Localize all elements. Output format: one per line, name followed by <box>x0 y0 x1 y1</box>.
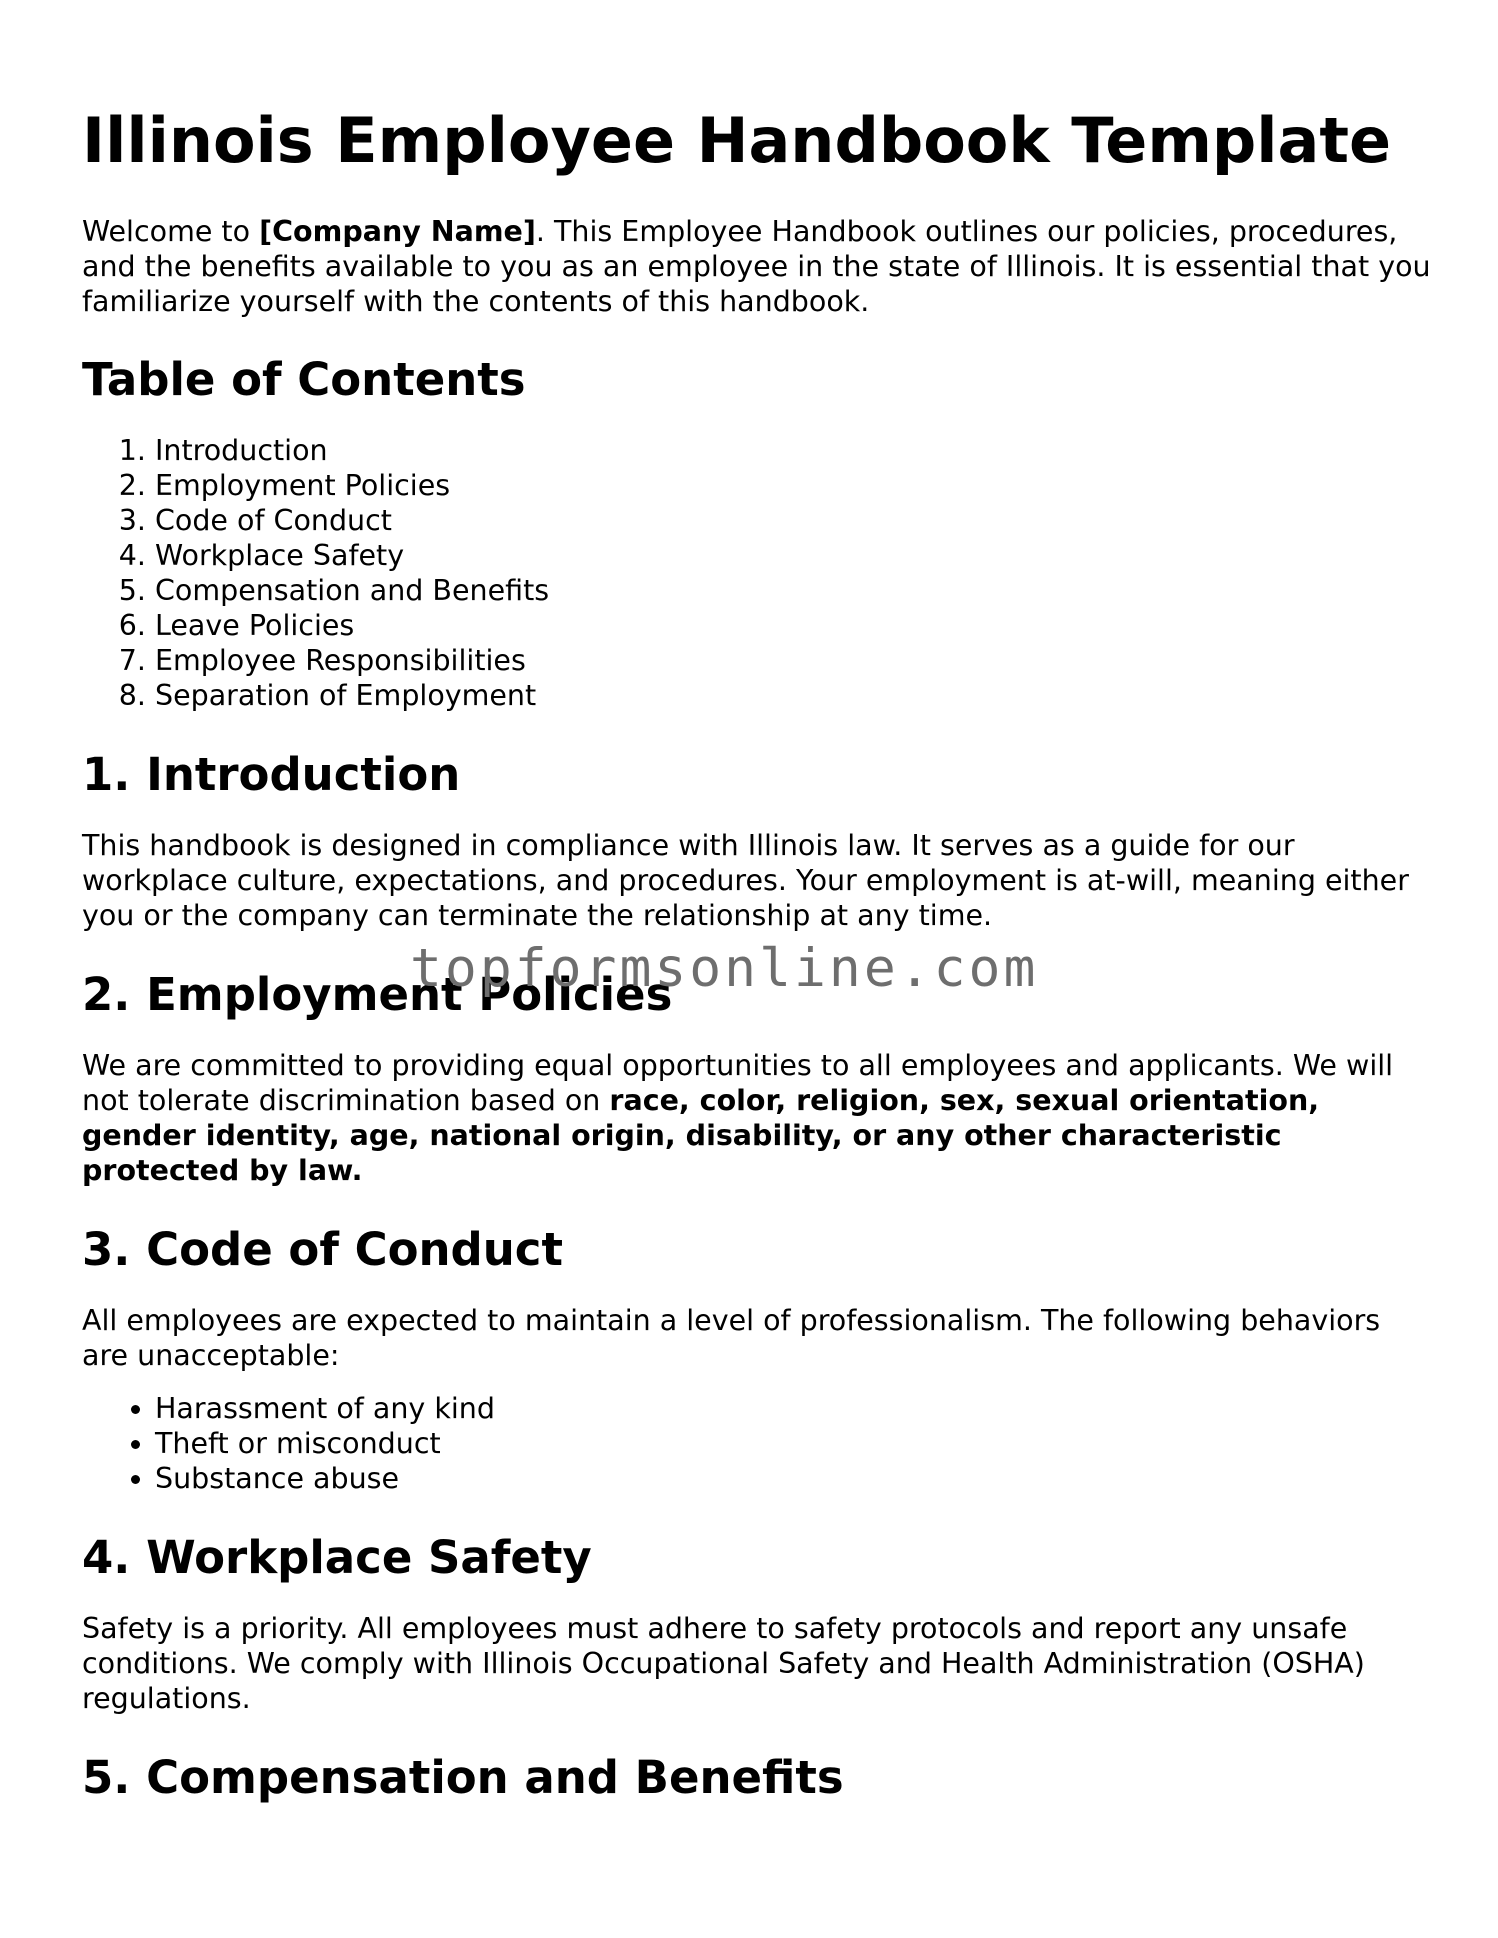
list-item: • Substance abuse <box>155 1461 1432 1496</box>
company-name-placeholder: [Company Name] <box>259 215 536 248</box>
page-title: Illinois Employee Handbook Template <box>82 104 1392 177</box>
employment-policies-prefix: We are committed to providing equal opportunities to all employees and applicants. We will not tolerate discrimination based on <box>82 1049 1394 1117</box>
toc-item: 3. Code of Conduct <box>155 503 1432 538</box>
toc-item: 6. Leave Policies <box>155 608 1432 643</box>
list-item: • Theft or misconduct <box>155 1426 1432 1461</box>
toc-item: 7. Employee Responsibilities <box>155 643 1432 678</box>
welcome-paragraph <box>82 214 1432 319</box>
toc-item: 2. Employment Policies <box>155 468 1432 503</box>
toc-heading: Table of Contents <box>82 353 526 406</box>
section-heading-introduction: 1. Introduction <box>82 748 461 801</box>
list-item: • Harassment of any kind <box>155 1391 1432 1426</box>
section-heading-code-of-conduct: 3. Code of Conduct <box>82 1223 563 1276</box>
code-of-conduct-text: All employees are expected to maintain a level of professionalism. The following behaviors are unacceptable: <box>82 1304 1381 1372</box>
unacceptable-behaviors-list <box>82 1391 1432 1496</box>
toc-list <box>82 433 1432 713</box>
toc-item: 1. Introduction <box>155 433 1432 468</box>
section-heading-employment-policies: 2. Employment Policies <box>82 968 673 1021</box>
watermark: topformsonline.com <box>410 938 1039 999</box>
toc-item: 5. Compensation and Benefits <box>155 573 1432 608</box>
employment-policies-text <box>82 1048 1432 1188</box>
welcome-suffix: . This Employee Handbook outlines our policies, procedures, and the benefits available to you as an employee in the state of Illinois. It is essential that you familiarize yourself with the contents of this handbook. <box>82 215 1431 318</box>
workplace-safety-text: Safety is a priority. All employees must adhere to safety protocols and report any unsafe conditions. We comply with Illinois Occupational Safety and Health Administration (OSHA) regulations. <box>82 1612 1365 1715</box>
section-heading-workplace-safety: 4. Workplace Safety <box>82 1531 592 1584</box>
toc-item: 8. Separation of Employment <box>155 678 1432 713</box>
welcome-prefix: Welcome to <box>82 215 260 248</box>
introduction-text: This handbook is designed in compliance with Illinois law. It serves as a guide for our workplace culture, expectations, and procedures. Your employment is at-will, meaning either you or the company can terminate the relationship at any time. <box>82 829 1409 932</box>
toc-item: 4. Workplace Safety <box>155 538 1432 573</box>
section-heading-compensation: 5. Compensation and Benefits <box>82 1751 844 1804</box>
document-page <box>82 0 1432 1806</box>
protected-characteristics: race, color, religion, sex, sexual orientation, gender identity, age, national origin, disability, or any other characteristic protected by law. <box>82 1084 1320 1187</box>
